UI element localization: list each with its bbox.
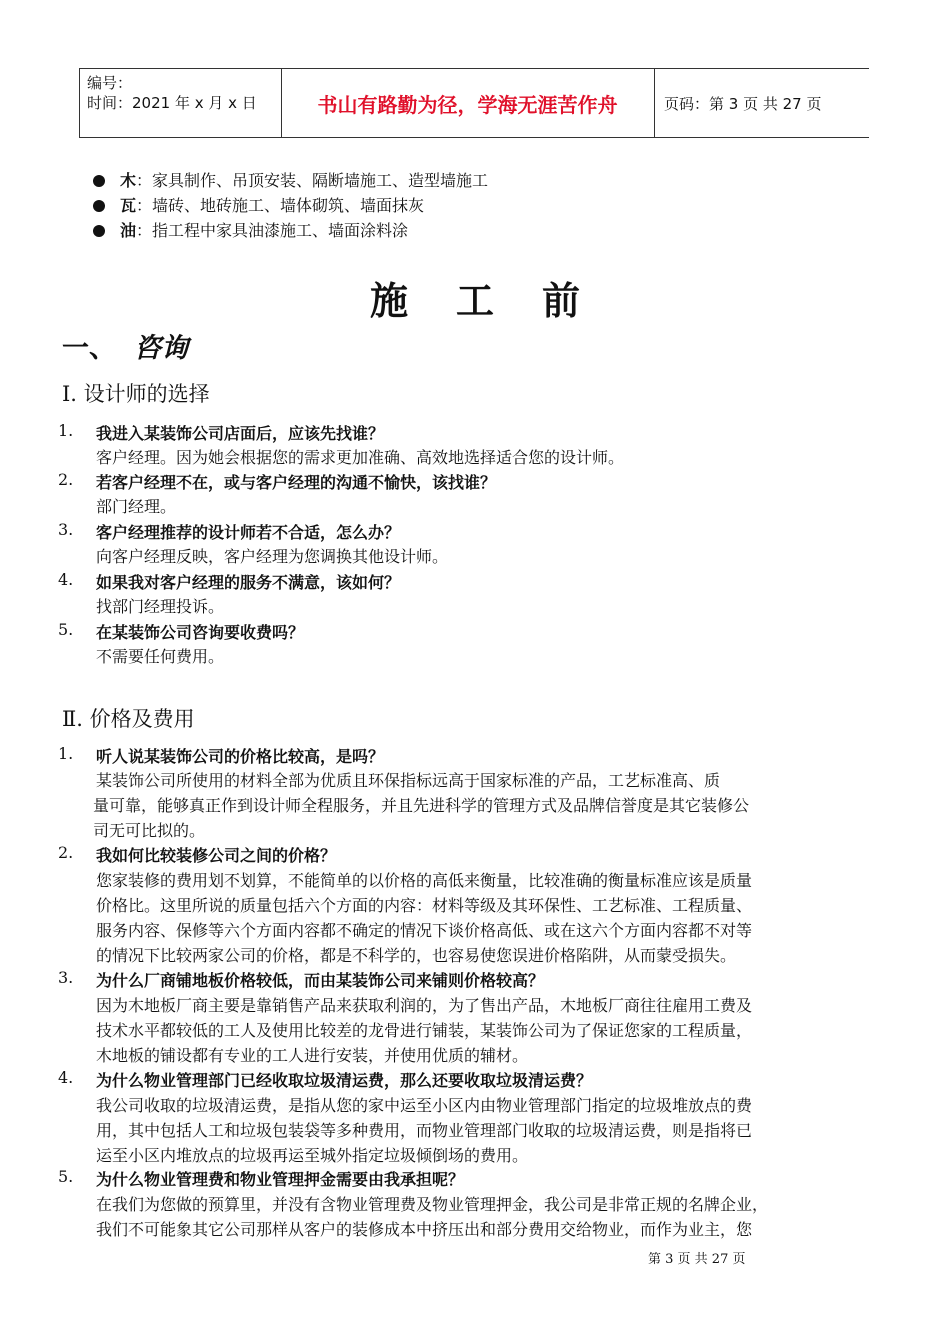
page-footer: 第 3 页 共 27 页	[648, 1252, 746, 1267]
question: 听人说某装饰公司的价格比较高，是吗？	[96, 747, 385, 766]
bullet-item: 瓦：墙砖、地砖施工、墙体砌筑、墙面抹灰	[120, 196, 425, 215]
item-number: 1.	[58, 744, 74, 763]
answer-line: 的情况下比较两家公司的价格，都是不科学的，也容易使您误进价格陷阱，从而蒙受损失。	[96, 946, 737, 965]
subsection-heading: Ⅱ. 价格及费用	[62, 707, 195, 731]
page-title: 施工前	[369, 278, 628, 323]
answer-line: 我们不可能象其它公司那样从客户的装修成本中挤压出和部分费用交给物业，而作为业主，您	[96, 1220, 753, 1239]
question: 我进入某装饰公司店面后，应该先找谁？	[96, 424, 385, 443]
bullet-item: 油：指工程中家具油漆施工、墙面涂料涂	[120, 221, 409, 240]
question: 我如何比较装修公司之间的价格？	[96, 846, 337, 865]
bullet-icon	[93, 175, 105, 187]
header-page-info: 页码：第 3 页 共 27 页	[664, 94, 822, 113]
page-header	[79, 68, 869, 138]
question: 如果我对客户经理的服务不满意，该如何？	[96, 573, 401, 592]
section-heading: 一、 咨询	[62, 333, 188, 364]
answer-line: 价格比。这里所说的质量包括六个方面的内容：材料等级及其环保性、工艺标准、工程质量、	[96, 896, 753, 915]
header-divider	[654, 69, 655, 137]
answer-line: 运至小区内堆放点的垃圾再运至城外指定垃圾倾倒场的费用。	[96, 1146, 529, 1165]
answer-line: 某装饰公司所使用的材料全部为优质且环保指标远高于国家标准的产品，工艺标准高、质	[96, 771, 721, 790]
header-divider	[79, 69, 80, 137]
answer-line: 量可靠，能够真正作到设计师全程服务，并且先进科学的管理方式及品牌信誉度是其它装修公	[93, 796, 750, 815]
question: 客户经理推荐的设计师若不合适，怎么办？	[96, 523, 401, 542]
answer-line: 司无可比拟的。	[93, 821, 206, 840]
item-number: 4.	[58, 1068, 74, 1087]
header-meta	[87, 73, 257, 113]
answer-line: 用，其中包括人工和垃圾包装袋等多种费用，而物业管理部门收取的垃圾清运费，则是指将已	[96, 1121, 753, 1140]
answer-line: 我公司收取的垃圾清运费，是指从您的家中运至小区内由物业管理部门指定的垃圾堆放点的费	[96, 1096, 753, 1115]
item-number: 2.	[58, 470, 74, 489]
item-number: 1.	[58, 421, 74, 440]
question: 在某装饰公司咨询要收费吗？	[96, 623, 305, 642]
item-number: 4.	[58, 570, 74, 589]
header-time: 时间：2021 年 x 月 x 日	[87, 94, 257, 112]
answer-line: 技术水平都较低的工人及使用比较差的龙骨进行铺装，某装饰公司为了保证您家的工程质量，	[96, 1021, 753, 1040]
answer-line: 向客户经理反映，客户经理为您调换其他设计师。	[96, 547, 449, 566]
header-code: 编号：	[87, 74, 133, 92]
answer-line: 因为木地板厂商主要是靠销售产品来获取利润的，为了售出产品，木地板厂商往往雇用工费及	[96, 996, 753, 1015]
item-number: 2.	[58, 843, 74, 862]
answer-line: 客户经理。因为她会根据您的需求更加准确、高效地选择适合您的设计师。	[96, 448, 625, 467]
item-number: 3.	[58, 968, 74, 987]
answer-line: 服务内容、保修等六个方面内容都不确定的情况下谈价格高低、或在这六个方面内容都不对等	[96, 921, 753, 940]
bullet-icon	[93, 200, 105, 212]
answer-line: 不需要任何费用。	[96, 647, 225, 666]
question: 若客户经理不在，或与客户经理的沟通不愉快，该找谁？	[96, 473, 497, 492]
answer-line: 部门经理。	[96, 497, 177, 516]
item-number: 5.	[58, 620, 74, 639]
bullet-item: 木：家具制作、吊顶安装、隔断墙施工、造型墙施工	[120, 171, 489, 190]
bullet-icon	[93, 225, 105, 237]
question: 为什么物业管理部门已经收取垃圾清运费，那么还要收取垃圾清运费？	[96, 1071, 593, 1090]
answer-line: 找部门经理投诉。	[96, 597, 225, 616]
subsection-heading: Ⅰ. 设计师的选择	[62, 382, 210, 406]
header-motto: 书山有路勤为径，学海无涯苦作舟	[317, 92, 618, 117]
question: 为什么厂商铺地板价格较低，而由某装饰公司来铺则价格较高？	[96, 971, 545, 990]
question: 为什么物业管理费和物业管理押金需要由我承担呢？	[96, 1170, 465, 1189]
answer-line: 在我们为您做的预算里，并没有含物业管理费及物业管理押金，我公司是非常正规的名牌企业，	[96, 1195, 769, 1214]
answer-line: 木地板的铺设都有专业的工人进行安装，并使用优质的辅材。	[96, 1046, 529, 1065]
answer-line: 您家装修的费用划不划算，不能简单的以价格的高低来衡量，比较准确的衡量标准应该是质量	[96, 871, 753, 890]
item-number: 3.	[58, 520, 74, 539]
item-number: 5.	[58, 1167, 74, 1186]
